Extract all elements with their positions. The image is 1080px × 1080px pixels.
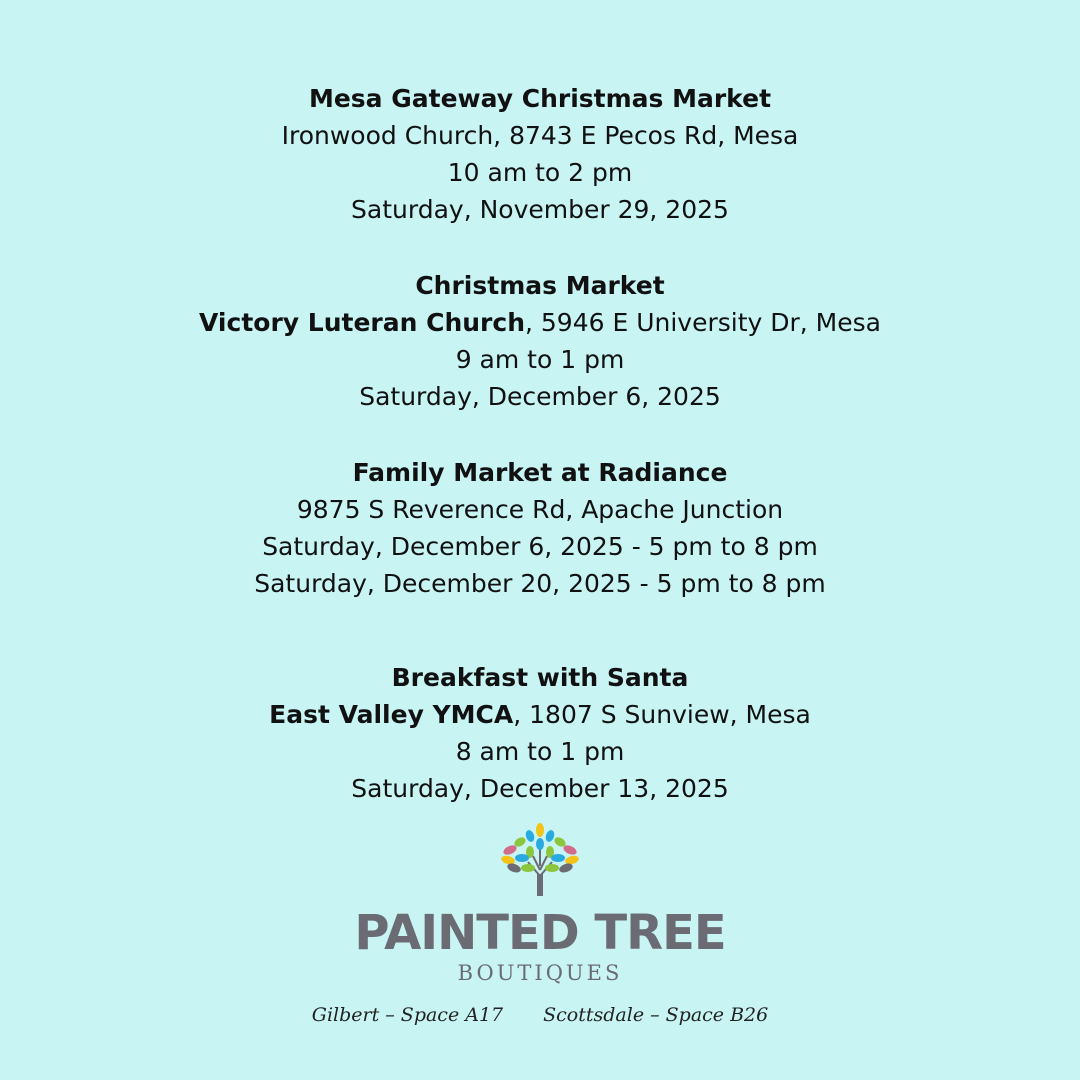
event-date: Saturday, December 13, 2025 <box>351 774 729 803</box>
event-title: Christmas Market <box>415 271 665 300</box>
event-date: Saturday, December 20, 2025 - 5 pm to 8 pm <box>254 569 826 598</box>
event-venue: Victory Luteran Church <box>199 308 525 337</box>
event-address: , 1807 S Sunview, Mesa <box>513 700 811 729</box>
event-date: Saturday, December 6, 2025 <box>359 382 721 411</box>
event-family-market <box>0 454 1080 602</box>
event-title: Family Market at Radiance <box>352 458 728 487</box>
event-breakfast-santa <box>0 659 1080 807</box>
event-title: Breakfast with Santa <box>391 663 689 692</box>
event-date: Saturday, December 6, 2025 - 5 pm to 8 pm <box>262 532 818 561</box>
event-venue: East Valley YMCA <box>269 700 514 729</box>
location-gilbert: Gilbert – Space A17 <box>311 1004 504 1026</box>
event-time: 10 am to 2 pm <box>447 158 633 187</box>
event-mesa-gateway <box>0 80 1080 228</box>
event-location: 9875 S Reverence Rd, Apache Junction <box>296 495 784 524</box>
event-location <box>0 696 1080 733</box>
brand-name: PAINTED TREE <box>354 905 726 961</box>
event-time: 9 am to 1 pm <box>455 345 625 374</box>
event-address: , 5946 E University Dr, Mesa <box>525 308 881 337</box>
event-date: Saturday, November 29, 2025 <box>351 195 729 224</box>
event-christmas-market <box>0 267 1080 415</box>
painted-tree-icon <box>500 822 580 898</box>
event-title: Mesa Gateway Christmas Market <box>308 84 772 113</box>
event-location <box>0 304 1080 341</box>
brand-logo <box>0 822 1080 986</box>
event-time: 8 am to 1 pm <box>455 737 625 766</box>
event-location: Ironwood Church, 8743 E Pecos Rd, Mesa <box>281 121 799 150</box>
brand-subtitle: BOUTIQUES <box>457 961 623 985</box>
store-locations <box>0 1004 1080 1026</box>
location-scottsdale: Scottsdale – Space B26 <box>543 1004 769 1026</box>
